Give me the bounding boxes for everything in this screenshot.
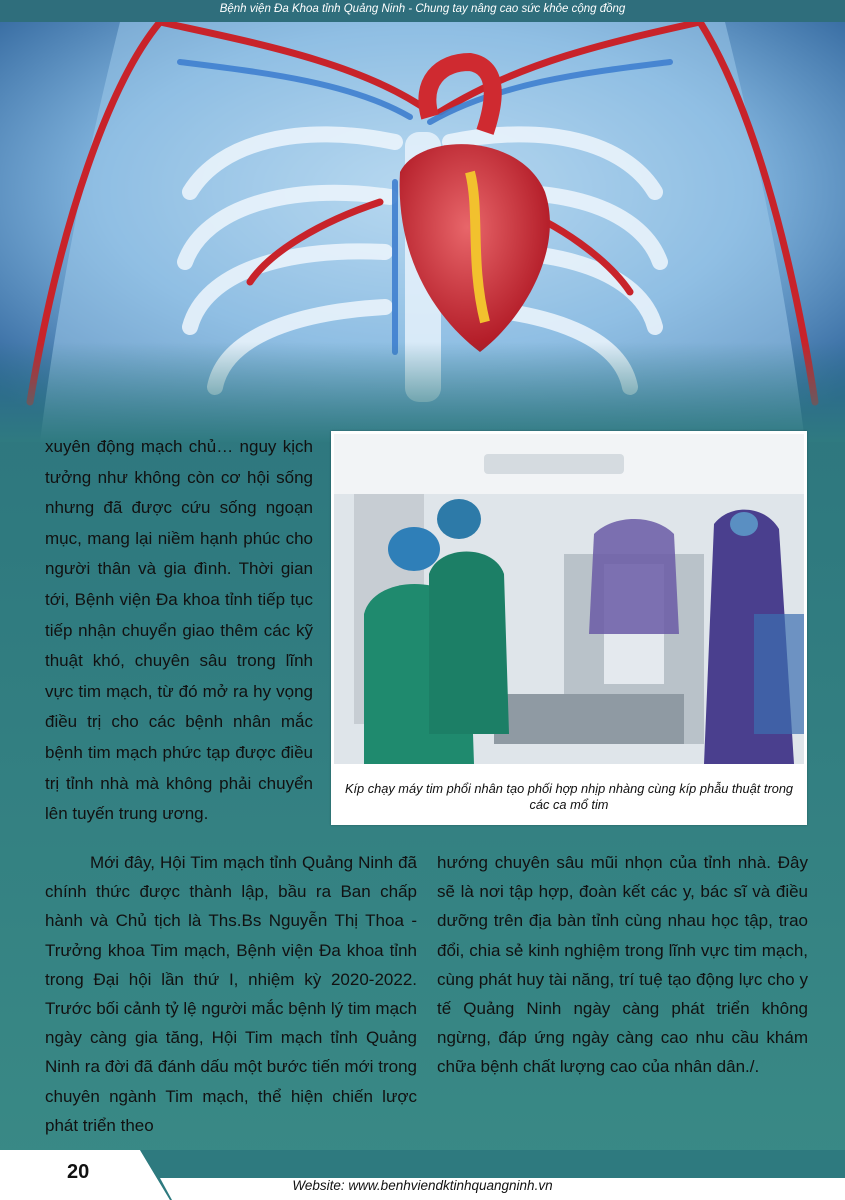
column-a-paragraph: Mới đây, Hội Tim mạch tỉnh Quảng Ninh đã chính thức được thành lập, bầu ra Ban chấp hành và Chủ tịch là Ths.Bs Nguyễn Thị Thoa - Trưởng khoa Tim mạch, Bệnh viện Đa khoa tỉnh trong Đại hội lần thứ I, nhiệm kỳ 2020-2022. Trước bối cảnh tỷ lệ người mắc bệnh lý tim mạch ngày càng gia tăng, Hội Tim mạch tỉnh Quảng Ninh ra đời đã đánh dấu một bước tiến mới trong chuyên ngành Tim mạch, thể hiện chiến lược phát triển theo	[45, 853, 417, 1135]
left-paragraph: xuyên động mạch chủ… nguy kịch tưởng như không còn cơ hội sống nhưng đã được cứu sống ngoạn mục, mang lại niềm hạnh phúc cho người thân và gia đình. Thời gian tới, Bệnh viện Đa khoa tỉnh tiếp tục tiếp nhận chuyển giao thêm các kỹ thuật khó, chuyên sâu trong lĩnh vực tim mạch, từ đó mở ra hy vọng điều trị cho các bệnh nhân mắc bệnh tim mạch phức tạp được điều trị tỉnh nhà mà không phải chuyển lên tuyến trung ương.	[45, 437, 313, 824]
surgery-photo	[334, 434, 804, 764]
header-text: Bệnh viện Đa Khoa tỉnh Quảng Ninh - Chung tay nâng cao sức khỏe cộng đồng	[219, 3, 626, 15]
column-b-text	[437, 848, 808, 1082]
hero-illustration	[0, 22, 845, 442]
heart-anatomy-illustration-icon	[0, 22, 845, 442]
left-column-text	[45, 432, 313, 830]
photo-frame	[331, 431, 807, 825]
page-number: 20	[67, 1161, 90, 1183]
header-bar	[0, 0, 845, 22]
website-url[interactable]: Website: www.benhviendktinhquangninh.vn	[292, 1178, 553, 1193]
surgery-team-photo-icon	[334, 434, 804, 764]
photo-caption: Kíp chạy máy tim phổi nhân tạo phối hợp nhịp nhàng cùng kíp phẫu thuật trong các ca mổ tim	[344, 781, 794, 812]
column-b-paragraph: hướng chuyên sâu mũi nhọn của tỉnh nhà. Đây sẽ là nơi tập hợp, đoàn kết các y, bác sĩ và điều dưỡng trên địa bàn tỉnh cùng nhau học tập, trao đổi, chia sẻ kinh nghiệm trong lĩnh vực tim mạch, cùng phát huy tài năng, trí tuệ tạo động lực cho y tế Quảng Ninh ngày càng phát triển không ngừng, đáp ứng ngày càng cao nhu cầu khám chữa bệnh chất lượng cao của nhân dân./.	[437, 853, 808, 1077]
column-a-text	[45, 848, 417, 1140]
